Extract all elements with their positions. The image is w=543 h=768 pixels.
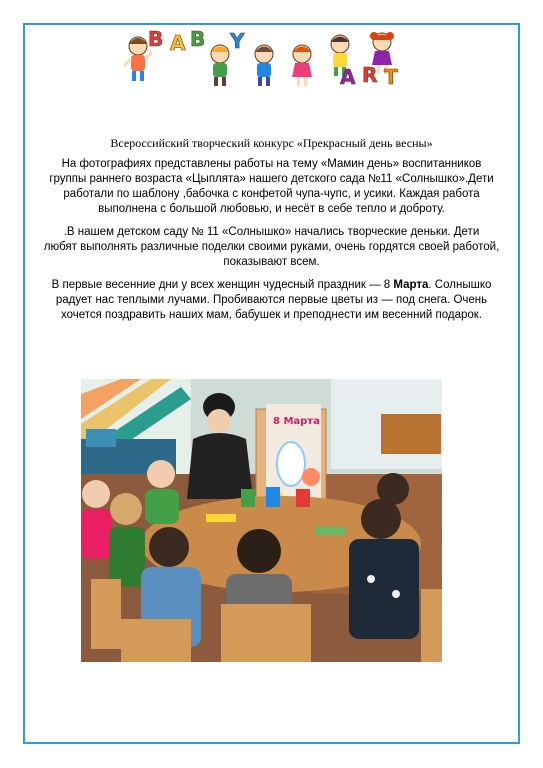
paragraph-line: радует нас теплыми лучами. Пробиваются первые цветы из — под снега. Очень [55, 294, 488, 306]
paragraph-line: показывают всем. [223, 256, 320, 268]
paragraph-text: . Солнышко [428, 279, 492, 291]
paragraph-line: .В нашем детском саду № 11 «Солнышко» начались творческие деньки. Дети [63, 226, 480, 238]
logo-letters-top [148, 27, 245, 55]
paragraph-bold: Марта [393, 279, 429, 291]
contest-heading: Всероссийский творческий конкурс «Прекрасный день весны» [110, 136, 433, 150]
logo-letter: R [362, 63, 378, 87]
paragraph-line [30, 278, 513, 293]
logo-letters-bottom [340, 63, 398, 88]
logo-letter: Y [230, 29, 245, 53]
paragraph-line: работали по шаблону ,бабочка с конфетой чупа-чупс, и усики. Каждая работа [63, 188, 480, 200]
logo-letter: T [384, 65, 398, 88]
paragraph-line: любят выполнять различные поделки своими руками, очень гордятся своей работой, [43, 241, 500, 253]
paragraph-1 [30, 157, 513, 217]
logo-letter: B [148, 27, 164, 51]
logo-letter: A [340, 65, 356, 88]
paragraph-line: выполнена с большой любовью, и несёт в себе тепло и доброту. [98, 203, 445, 215]
paragraph-2 [30, 225, 513, 270]
paragraph-line: На фотографиях представлены работы на тему «Мамин день» воспитанников [61, 158, 482, 170]
paragraph-text: В первые весенние дни у всех женщин чудесный праздник — 8 [51, 279, 394, 291]
baby-art-logo [118, 24, 412, 88]
poster-text: 8 Марта [273, 416, 320, 427]
paragraph-line: хочется поздравить наших мам, бабушек и преподнести им весенний подарок. [60, 309, 483, 321]
paragraph-line: группы раннего возраста «Цыплята» нашего детского сада №11 «Солнышко».Дети [49, 173, 494, 185]
logo-letter: B [190, 27, 206, 51]
logo-letter: A [170, 31, 186, 55]
paragraph-3 [30, 278, 513, 323]
classroom-photo [81, 379, 442, 662]
